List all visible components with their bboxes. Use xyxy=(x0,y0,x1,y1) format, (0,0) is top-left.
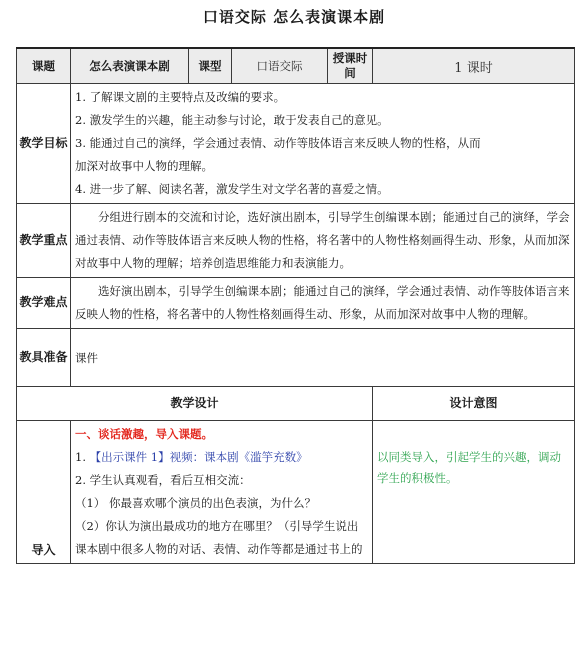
intro-question-2: （2）你认为演出最成功的地方在哪里？（引导学生说出 xyxy=(75,519,359,533)
key-points-content xyxy=(71,204,575,278)
difficulties-content xyxy=(71,278,575,329)
goals-content xyxy=(71,84,575,204)
goals-label: 教学目标 xyxy=(17,84,71,204)
key-points-row xyxy=(17,204,575,278)
intent-text: 以同类导入，引起学生的兴趣，调动学生的积极性。 xyxy=(377,450,561,485)
intro-row xyxy=(17,421,575,564)
goal-line: 2. 激发学生的兴趣，能主动参与讨论，敢于发表自己的意见。 xyxy=(75,113,389,127)
difficulties-row xyxy=(17,278,575,329)
hours-label: 授课时间 xyxy=(328,48,373,84)
intro-item-1 xyxy=(75,446,368,469)
design-header: 教学设计 xyxy=(17,387,373,421)
intro-question-1: （1） 你最喜欢哪个演员的出色表演，为什么？ xyxy=(75,496,316,510)
goal-line: 加深对故事中人物的理解。 xyxy=(75,159,213,173)
topic-value: 怎么表演课本剧 xyxy=(71,48,189,84)
goals-row xyxy=(17,84,575,204)
intro-heading: 一、谈话激趣，导入课题。 xyxy=(75,427,213,441)
page-title: 口语交际 怎么表演课本剧 xyxy=(202,8,386,26)
courseware-tag: 【出示课件 1】 xyxy=(89,450,170,464)
header-row xyxy=(17,48,575,84)
difficulties-label: 教学难点 xyxy=(17,278,71,329)
courseware-video: 视频：课本剧《滥竽充数》 xyxy=(169,450,308,464)
difficulties-text: 选好演出剧本，引导学生创编课本剧；能通过自己的演绎，学会通过表情、动作等肢体语言来反映人物的性格，将名著中的人物性格刻画得生动、形象，从而加深对故事中人物的理解。 xyxy=(75,284,570,321)
intro-label: 导入 xyxy=(17,421,71,564)
materials-label: 教具准备 xyxy=(17,329,71,387)
type-value: 口语交际 xyxy=(232,48,328,84)
goal-line: 1. 了解课文剧的主要特点及改编的要求。 xyxy=(75,90,286,104)
goal-line: 3. 能通过自己的演绎，学会通过表情、动作等肢体语言来反映人物的性格，从而 xyxy=(75,136,481,150)
goal-line: 4. 进一步了解、阅读名著，激发学生对文学名著的喜爱之情。 xyxy=(75,182,389,196)
type-label: 课型 xyxy=(189,48,232,84)
intro-content xyxy=(71,421,373,564)
lesson-plan-table xyxy=(16,47,575,564)
key-points-label: 教学重点 xyxy=(17,204,71,278)
intent-header: 设计意图 xyxy=(373,387,575,421)
intro-question-2-cont: 课本剧中很多人物的对话、表情、动作等都是通过书上的 xyxy=(75,542,363,556)
materials-value: 课件 xyxy=(71,329,575,387)
item1-prefix: 1. xyxy=(75,450,90,464)
materials-row xyxy=(17,329,575,387)
hours-value: 1 课时 xyxy=(373,48,575,84)
topic-label: 课题 xyxy=(17,48,71,84)
intro-item-2: 2. 学生认真观看，看后互相交流： xyxy=(75,473,251,487)
intent-content xyxy=(373,421,575,564)
key-points-text: 分组进行剧本的交流和讨论，选好演出剧本，引导学生创编课本剧；能通过自己的演绎，学会通过表情、动作等肢体语言来反映人物的性格，将名著中的人物性格刻画得生动、形象，从而加深对故事中人物的理解；培养创造思维能力和表演能力。 xyxy=(75,210,570,270)
design-header-row xyxy=(17,387,575,421)
